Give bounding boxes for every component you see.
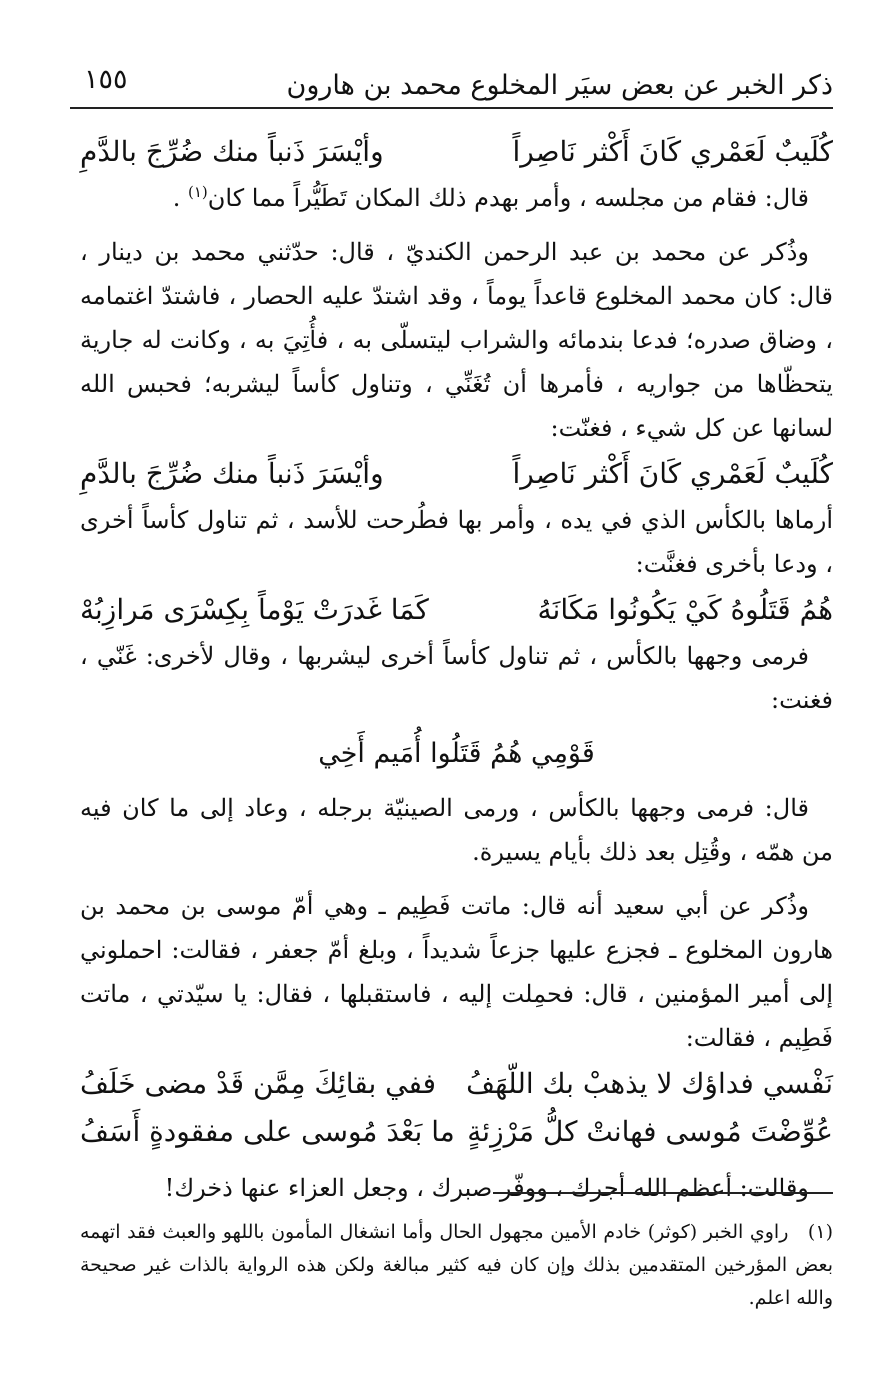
page-header: [70, 55, 833, 109]
paragraph: قال: فرمى وجهها بالكأس ، ورمى الصينيّة برجله ، وعاد إلى ما كان فيه من همّه ، وقُتِل بعد ذلك بأيام يسيرة.: [80, 794, 833, 866]
page-number: ١٥٥: [84, 64, 128, 95]
verse-second-hemistich: وأيْسَرَ ذَنباً منك ضُرِّجَ بالدَّمِ: [80, 457, 384, 490]
verse-line: [80, 1108, 833, 1156]
footnote: [80, 1216, 833, 1315]
verse-line: [80, 1060, 833, 1108]
paragraph: وذُكر عن محمد بن عبد الرحمن الكنديّ ، قال: حدّثني محمد بن دينار ، قال: كان محمد المخلوع قاعداً يوماً ، وقد اشتدّ عليه الحصار ، فاشتدّ اغتمامه ، وضاق صدره؛ فدعا بندمائه والشراب ليتسلّى به ، فأُتِيَ به ، وكانت له جارية يتحظّاها من جواريه ، فأمرها أن تُغَنِّي ، وتناول كأساً ليشربه؛ فحبس الله لسانها عن كل شيء ، فغنّت:: [80, 238, 834, 442]
footnote-reference: (١): [188, 183, 208, 201]
verse-first-hemistich: نَفْسي فداؤك لا يذهبْ بك اللّهَفُ: [466, 1067, 833, 1100]
main-text: [80, 128, 833, 1210]
verse-second-hemistich: ففي بقائِكَ مِمَّن قَدْ مضى خَلَفُ: [80, 1067, 437, 1100]
paragraph: أرماها بالكأس الذي في يده ، وأمر بها فطُرحت للأسد ، ثم تناول كأساً أخرى ، ودعا بأخرى فغنَّت:: [80, 506, 833, 578]
verse-first-hemistich: كُلَيبٌ لَعَمْري كَانَ أَكْثر نَاصِراً: [512, 135, 833, 168]
paragraph: وذُكر عن أبي سعيد أنه قال: ماتت فَطِيم ـ وهي أمّ موسى بن محمد بن هارون المخلوع ـ فجزع عليها جزعاً شديداً ، وبلغ أمّ جعفر ، فقالت: احملوني إلى أمير المؤمنين ، قال: فحمِلت إليه ، فاستقبلها ، فقال: يا سيّدتي ، ماتت فَطِيم ، فقالت:: [80, 892, 833, 1052]
verse-line: [80, 586, 833, 634]
poem-line-centered: قَوْمِي هُمُ قَتَلُوا أُمَيم أَخِي: [318, 738, 595, 769]
verse-second-hemistich: وأيْسَرَ ذَنباً منك ضُرِّجَ بالدَّمِ: [80, 135, 384, 168]
paragraph: وقالت: أعظم الله أجرك ، ووفّر صبرك ، وجعل العزاء عنها ذخرك!: [164, 1174, 809, 1202]
paragraph: فرمى وجهها بالكأس ، ثم تناول كأساً أخرى ليشربها ، وقال لأخرى: غَنّي ، فغنت:: [80, 642, 833, 714]
verse-second-hemistich: كَمَا غَدرَتْ يَوْماً بِكِسْرَى مَرازِبُهْ: [80, 593, 429, 626]
running-title: ذكر الخبر عن بعض سيَر المخلوع محمد بن هارون: [286, 70, 833, 101]
footnote-text: راوي الخبر (كوثر) خادم الأمين مجهول الحال وأما انشغال المأمون باللهو والعبث فقد اتهمه بعض المؤرخين المتقدمين بذلك وإن كان فيه كثير مبالغة ولكن هذه الرواية بالذات غير صحيحة والله اعلم.: [80, 1221, 833, 1309]
verse-first-hemistich: عُوِّضْتَ مُوسى فهانتْ كلُّ مَرْزِئةٍ: [467, 1115, 833, 1148]
paragraph-text: قال: فقام من مجلسه ، وأمر بهدم ذلك المكان تَطَيُّراً مما كان: [207, 184, 809, 212]
verse-line: [80, 128, 833, 176]
verse-second-hemistich: ما بَعْدَ مُوسى على مفقودةٍ أَسَفُ: [80, 1115, 455, 1148]
verse-first-hemistich: هُمُ قَتَلُوهُ كَيْ يَكُونُوا مَكَانَهُ: [537, 593, 833, 626]
verse-line: [80, 450, 833, 498]
paragraph: [80, 176, 833, 220]
verse-first-hemistich: كُلَيبٌ لَعَمْري كَانَ أَكْثر نَاصِراً: [512, 457, 833, 490]
footnote-marker: (١): [807, 1221, 833, 1243]
footnote-divider: [493, 1192, 833, 1194]
paragraph-end: .: [172, 184, 188, 212]
